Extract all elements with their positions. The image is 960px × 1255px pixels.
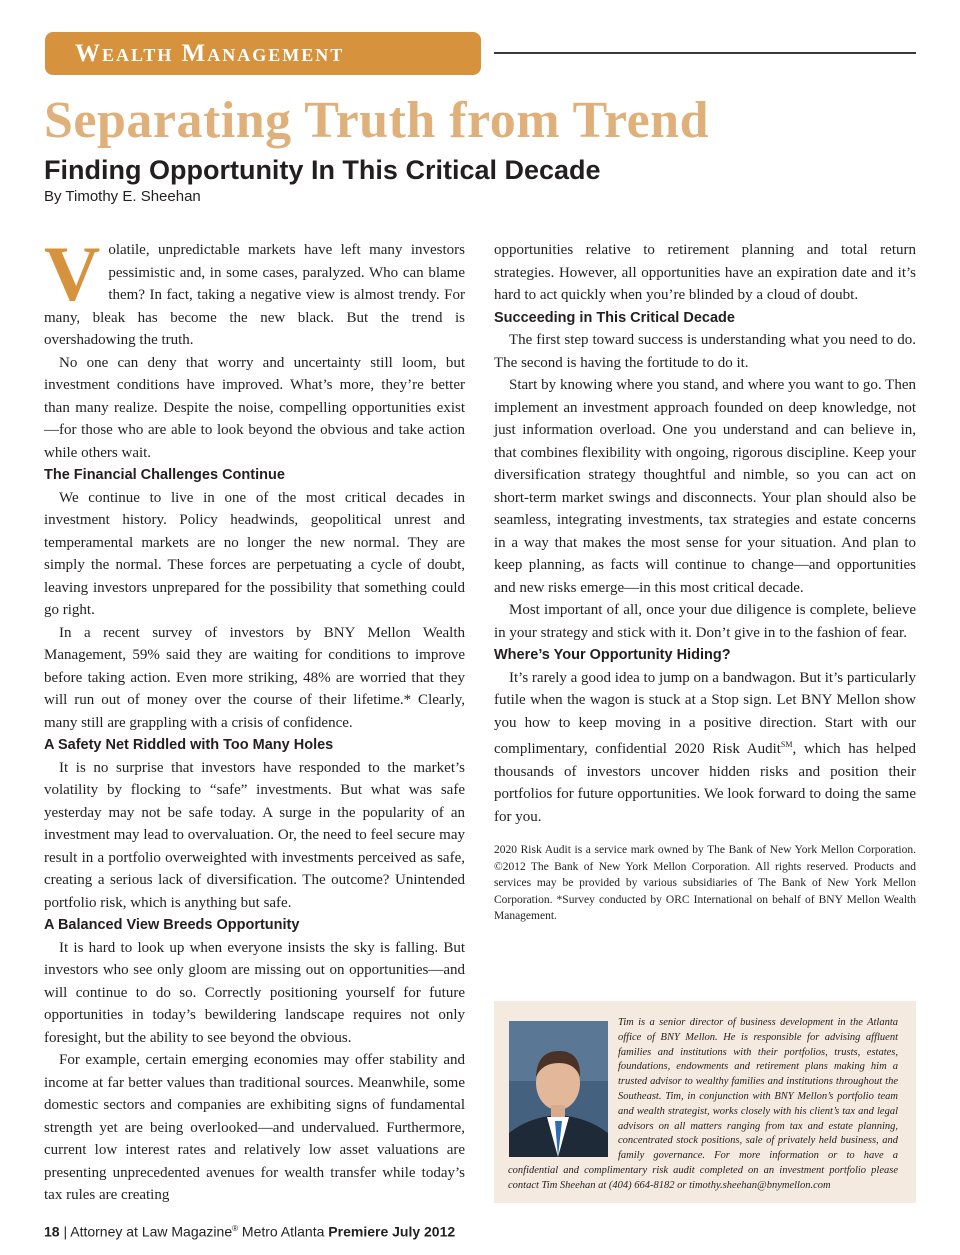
- edition-name: Metro Atlanta: [241, 1223, 325, 1240]
- section-banner: [45, 32, 481, 75]
- section-heading: The Financial Challenges Continue: [44, 467, 285, 483]
- intro-text: olatile, unpredictable markets have left many investors pessimistic and, in some cases, paralyzed. Who can blame them? In fact, taking a negative view is almost trendy. For many, bleak has become the new black. But the trend is overshadowing the truth.: [44, 242, 465, 348]
- right-column: [494, 239, 916, 925]
- registered-mark: ®: [232, 1224, 239, 1233]
- paragraph: opportunities relative to retirement planning and total return strategies. However, all opportunities have an expiration date and it’s hard to act quickly when you’re blinded by a cloud of doubt.: [494, 242, 916, 303]
- article-subtitle: Finding Opportunity In This Critical Decade: [44, 155, 601, 185]
- page-number: 18: [44, 1223, 60, 1240]
- section-heading: Where’s Your Opportunity Hiding?: [494, 647, 731, 663]
- author-bio-box: [494, 1001, 916, 1203]
- article-title: Separating Truth from Trend: [44, 92, 710, 149]
- section-heading: A Safety Net Riddled with Too Many Holes: [44, 737, 334, 753]
- legal-footnote: 2020 Risk Audit is a service mark owned by The Bank of New York Mellon Corporation. ©2012 The Bank of New York Mellon Corporation. All rights reserved. Products and services may be provided by various subsidiaries of The Bank of New York Mellon Corporation. *Survey conducted by ORC International on behalf of BNY Mellon Wealth Management.: [494, 844, 916, 922]
- issue-label: Premiere July 2012: [328, 1223, 456, 1240]
- drop-cap: V: [44, 230, 101, 317]
- left-column: [44, 230, 465, 1207]
- paragraph: The first step toward success is understanding what you need to do. The second is having the fortitude to do it.: [494, 332, 916, 371]
- author-bio-text: Tim is a senior director of business development in the Atlanta office of BNY Mellon. He is responsible for advising affluent families and institutions with their portfolios, trusts, estates, foundations, endowments and retirement plans making him a trusted advisor to wealthy families and institutions throughout the Southeast. Tim, in conjunction with BNY Mellon’s portfolio team and wealth strategist, works closely with his client’s tax and legal advisors on all matters ranging from tax and estate planning, concentrated stock positions, sale of privately held business, and family governance. For more information or to have a confidential and complimentary risk audit completed on an investment portfolio please contact Tim Sheehan at (404) 664-8182 or timothy.sheehan@bnymellon.com: [508, 1017, 898, 1191]
- paragraph: Start by knowing where you stand, and where you want to go. Then implement an investment approach founded on deep knowledge, not just information overload. One you understand and can believe in, that combines flexibility with ongoing, rigorous discipline. Keep your diversification strategy thoughtful and nimble, so you can act on short-term market swings and disconnects. Your plan should also be seamless, integrating investments, tax strategies and estate concerns in a way that makes the most sense for your situation. And plan to keep planning, as facts will continue to change—and opportunities and new risks emerge—in this most critical decade.: [494, 377, 916, 596]
- paragraph: It is no surprise that investors have responded to the market’s volatility by flocking to “safe” investments. But what was safe yesterday may not be safe today. A surge in the popularity of an investment may lead to overvaluation. Or, the need to feel secure may result in a portfolio overweighted with investments perceived as safe, creating a serious lack of diversification. The outcome? Unintended portfolio risk, which is anything but safe.: [44, 759, 465, 911]
- author-portrait-icon: [509, 1021, 608, 1157]
- magazine-name: Attorney at Law Magazine: [70, 1223, 233, 1240]
- paragraph: We continue to live in one of the most critical decades in investment history. Policy headwinds, geopolitical unrest and temperamental markets are no longer the new normal. They are simply the normal. These forces are perpetuating a cycle of doubt, leaving investors unprepared for the possibility that something could go right.: [44, 489, 465, 618]
- paragraph: It is hard to look up when everyone insists the sky is falling. But investors who see only gloom are missing out on opportunities—and will continue to do so. Correctly positioning yourself for future opportunities in today’s bewildering landscape requires not only foresight, but the ability to see beyond the obvious.: [44, 939, 465, 1046]
- service-mark: SM: [780, 740, 793, 749]
- byline: By Timothy E. Sheehan: [44, 188, 201, 205]
- paragraph-text: It’s rarely a good idea to jump on a bandwagon. But it’s particularly futile when the wagon is stuck at a Stop sign. Let BNY Mellon show you how to keep moving in a positive direction. Start with our complimentary, confidential 2020 Risk Audit: [494, 669, 916, 757]
- section-heading: Succeeding in This Critical Decade: [494, 309, 735, 326]
- paragraph: Most important of all, once your due diligence is complete, believe in your strategy and stick with it. Don’t give in to the fashion of fear.: [494, 602, 916, 641]
- section-heading: A Balanced View Breeds Opportunity: [44, 917, 300, 933]
- paragraph: [494, 667, 916, 829]
- paragraph-text: , which has helped thousands of investors uncover hidden risks and position their portfolios for future opportunities. We look forward to doing the same for you.: [494, 741, 916, 825]
- page-footer: [44, 1219, 455, 1242]
- section-label: Wealth Management: [75, 40, 345, 67]
- paragraph: For example, certain emerging economies may offer stability and income at far better values than traditional sources. Meanwhile, some domestic sectors and companies are exhibiting signs of fundamental strength yet are being overlooked—and undervalued. Furthermore, current low interest rates and relatively low asset valuations are presenting unprecedented avenues for wealth transfer while today’s tax rules are creating: [44, 1052, 465, 1203]
- footer-separator: |: [63, 1223, 68, 1240]
- paragraph: In a recent survey of investors by BNY Mellon Wealth Management, 59% said they are waiting for conditions to improve before taking action. Even more striking, 48% are worried that they will run out of money over the course of their lifetime.* Clearly, many still are grappling with a crisis of confidence.: [44, 624, 465, 731]
- author-photo: [509, 1021, 608, 1157]
- paragraph: No one can deny that worry and uncertainty still loom, but investment conditions have improved. What’s more, they’re better than many realize. Despite the noise, compelling opportunities exist—for those who are able to look beyond the obvious and take action while others wait.: [44, 354, 465, 461]
- header-rule: [494, 52, 916, 54]
- intro-paragraph: [44, 230, 465, 352]
